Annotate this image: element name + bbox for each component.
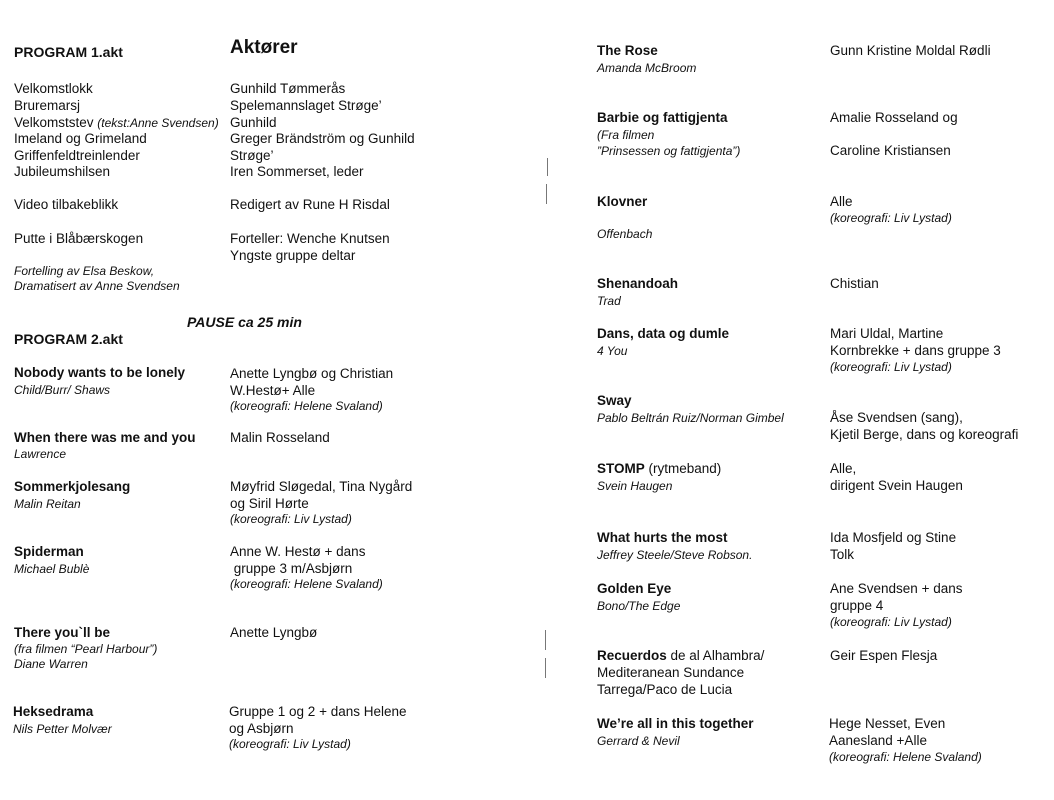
- putte-actor-2: Yngste gruppe deltar: [230, 248, 356, 263]
- act2-title: There you`ll be: [14, 625, 111, 640]
- act2-title: Nobody wants to be lonely: [14, 365, 186, 380]
- right-choreo: (koreografi: Liv Lystad): [830, 211, 952, 225]
- act2-choreo: (koreografi: Liv Lystad): [230, 512, 352, 526]
- act2-actor: Gruppe 1 og 2 + dans Helene: [229, 704, 407, 719]
- act1-actor: Greger Brändström og Gunhild: [230, 131, 415, 146]
- act1-actor: Spelemannslaget Strøge’: [230, 98, 382, 113]
- right-sub: Tarrega/Paco de Lucia: [597, 682, 733, 697]
- right-actor: Kornbrekke + dans gruppe 3: [830, 343, 1001, 358]
- act2-actor: Anette Lyngbø og Christian: [230, 366, 394, 381]
- act2-actor: Anette Lyngbø: [230, 625, 318, 640]
- act2-title: Sommerkjolesang: [14, 479, 131, 494]
- act2-actor: gruppe 3 m/Asbjørn: [230, 561, 353, 576]
- pause-label: PAUSE ca 25 min: [187, 314, 302, 330]
- program1-heading: PROGRAM 1.akt: [14, 44, 123, 60]
- act2-sub: Michael Bublè: [14, 562, 90, 576]
- act2-sub: Nils Petter Molvær: [13, 722, 112, 736]
- act1-title: Imeland og Grimeland: [14, 131, 147, 146]
- right-actor: Mari Uldal, Martine: [830, 326, 944, 341]
- right-actor: Gunn Kristine Moldal Rødli: [830, 43, 991, 58]
- right-actor: Kjetil Berge, dans og koreografi: [830, 427, 1019, 442]
- act1-title-row: [14, 115, 219, 131]
- right-title-rest: (rytmeband): [644, 461, 722, 476]
- actors-heading: Aktører: [230, 37, 298, 58]
- act1-actor: Iren Sommerset, leder: [230, 164, 364, 179]
- act1-actor: Strøge’: [230, 148, 274, 163]
- right-sub: ”Prinsessen og fattigjenta”): [597, 144, 741, 158]
- right-actor: Alle: [830, 194, 853, 209]
- right-title: Golden Eye: [597, 581, 672, 596]
- act2-sub: (fra filmen “Pearl Harbour”): [14, 642, 158, 656]
- right-actor: Caroline Kristiansen: [830, 143, 951, 158]
- program2-heading: PROGRAM 2.akt: [14, 331, 123, 347]
- act1-title: Bruremarsj: [14, 98, 81, 113]
- right-choreo: (koreografi: Helene Svaland): [829, 750, 982, 764]
- right-sub: Amanda McBroom: [597, 61, 697, 75]
- right-sub: (Fra filmen: [597, 128, 655, 142]
- right-title: Barbie og fattigjenta: [597, 110, 728, 125]
- right-title-row: [597, 461, 721, 477]
- right-sub: Svein Haugen: [597, 479, 673, 493]
- right-choreo: (koreografi: Liv Lystad): [830, 360, 952, 374]
- act2-choreo: (koreografi: Helene Svaland): [230, 577, 383, 591]
- right-title: STOMP: [597, 461, 645, 476]
- right-sub: Pablo Beltrán Ruiz/Norman Gimbel: [597, 411, 784, 425]
- right-actor: Hege Nesset, Even: [829, 716, 946, 731]
- right-actor: Aanesland +Alle: [829, 733, 927, 748]
- right-actor: Åse Svendsen (sang),: [830, 410, 963, 425]
- act1-title: Velkomststev: [14, 115, 94, 130]
- fold-mark: [545, 658, 546, 678]
- right-title: We’re all in this together: [597, 716, 754, 731]
- right-actor: gruppe 4: [830, 598, 884, 613]
- act2-sub: Diane Warren: [14, 657, 88, 671]
- fold-mark: [545, 630, 546, 650]
- right-title: Sway: [597, 393, 632, 408]
- right-actor: dirigent Svein Haugen: [830, 478, 963, 493]
- right-actor: Chistian: [830, 276, 879, 291]
- right-actor: Alle,: [830, 461, 857, 476]
- right-title-rest: de al Alhambra/: [666, 648, 765, 663]
- right-sub: Gerrard & Nevil: [597, 734, 680, 748]
- right-actor: Tolk: [830, 547, 855, 562]
- act1-title: Jubileumshilsen: [14, 164, 111, 179]
- act2-choreo: (koreografi: Liv Lystad): [229, 737, 351, 751]
- right-sub: 4 You: [597, 344, 628, 358]
- right-title: Dans, data og dumle: [597, 326, 730, 341]
- video-actor: Redigert av Rune H Risdal: [230, 197, 390, 212]
- act2-sub: Child/Burr/ Shaws: [14, 383, 111, 397]
- right-title: The Rose: [597, 43, 658, 58]
- right-title-row: [597, 648, 764, 664]
- putte-sub-2: Dramatisert av Anne Svendsen: [14, 279, 180, 293]
- right-actor: Geir Espen Flesja: [830, 648, 938, 663]
- act2-actor: og Siril Hørte: [230, 496, 309, 511]
- act1-note: (tekst:Anne Svendsen): [97, 116, 219, 130]
- act2-actor: og Asbjørn: [229, 721, 294, 736]
- act1-actor: Gunhild Tømmerås: [230, 81, 346, 96]
- video-title: Video tilbakeblikk: [14, 197, 119, 212]
- right-actor: Amalie Rosseland og: [830, 110, 958, 125]
- act1-title: Griffenfeldtreinlender: [14, 148, 140, 163]
- right-sub: Jeffrey Steele/Steve Robson.: [597, 548, 753, 562]
- right-sub: Offenbach: [597, 227, 653, 241]
- right-choreo: (koreografi: Liv Lystad): [830, 615, 952, 629]
- act2-sub: Lawrence: [14, 447, 67, 461]
- right-sub: Mediteranean Sundance: [597, 665, 745, 680]
- putte-actor-1: Forteller: Wenche Knutsen: [230, 231, 390, 246]
- putte-title: Putte i Blåbærskogen: [14, 231, 144, 246]
- right-sub: Trad: [597, 294, 621, 308]
- right-title: Klovner: [597, 194, 648, 209]
- fold-mark: [547, 158, 548, 176]
- act2-actor: Malin Rosseland: [230, 430, 330, 445]
- act1-title: Velkomstlokk: [14, 81, 93, 96]
- act2-sub: Malin Reitan: [14, 497, 81, 511]
- act2-actor: Anne W. Hestø + dans: [230, 544, 366, 559]
- act2-title: Heksedrama: [13, 704, 94, 719]
- act2-actor: Møyfrid Sløgedal, Tina Nygård: [230, 479, 413, 494]
- right-actor: Ida Mosfjeld og Stine: [830, 530, 957, 545]
- act1-actor: Gunhild: [230, 115, 277, 130]
- fold-mark: [546, 184, 547, 204]
- right-actor: Ane Svendsen + dans: [830, 581, 963, 596]
- act2-actor: W.Hestø+ Alle: [230, 383, 316, 398]
- act2-choreo: (koreografi: Helene Svaland): [230, 399, 383, 413]
- right-title: Recuerdos: [597, 648, 667, 663]
- right-sub: Bono/The Edge: [597, 599, 681, 613]
- right-title: What hurts the most: [597, 530, 728, 545]
- act2-title: Spiderman: [14, 544, 84, 559]
- putte-sub-1: Fortelling av Elsa Beskow,: [14, 264, 155, 278]
- act2-title: When there was me and you: [14, 430, 196, 445]
- right-title: Shenandoah: [597, 276, 679, 291]
